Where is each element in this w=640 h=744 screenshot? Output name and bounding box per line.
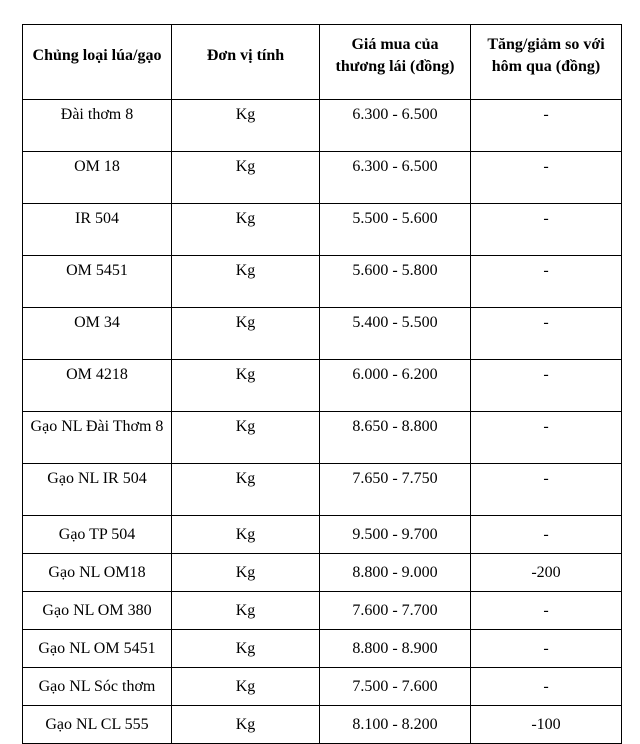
cell-rice-type: Gạo NL Đài Thơm 8	[23, 412, 172, 464]
cell-change: -	[471, 412, 622, 464]
cell-unit: Kg	[172, 516, 320, 554]
cell-unit: Kg	[172, 706, 320, 744]
cell-rice-type: Gạo NL IR 504	[23, 464, 172, 516]
cell-rice-type: OM 4218	[23, 360, 172, 412]
table-row	[23, 554, 622, 592]
cell-trader-price: 7.500 - 7.600	[320, 668, 471, 706]
table-row	[23, 256, 622, 308]
cell-change: -	[471, 630, 622, 668]
cell-unit: Kg	[172, 204, 320, 256]
col-header-change-vs-yesterday: Tăng/giảm so với hôm qua (đồng)	[471, 25, 622, 100]
cell-rice-type: OM 5451	[23, 256, 172, 308]
cell-rice-type: Gạo TP 504	[23, 516, 172, 554]
cell-unit: Kg	[172, 308, 320, 360]
cell-unit: Kg	[172, 464, 320, 516]
cell-trader-price: 8.650 - 8.800	[320, 412, 471, 464]
cell-rice-type: Gạo NL OM 5451	[23, 630, 172, 668]
cell-unit: Kg	[172, 152, 320, 204]
cell-trader-price: 8.800 - 9.000	[320, 554, 471, 592]
cell-change: -100	[471, 706, 622, 744]
cell-unit: Kg	[172, 630, 320, 668]
table-row	[23, 412, 622, 464]
col-header-unit: Đơn vị tính	[172, 25, 320, 100]
table-row	[23, 516, 622, 554]
cell-trader-price: 8.800 - 8.900	[320, 630, 471, 668]
cell-trader-price: 5.400 - 5.500	[320, 308, 471, 360]
cell-rice-type: Gạo NL OM 380	[23, 592, 172, 630]
table-row	[23, 152, 622, 204]
cell-unit: Kg	[172, 360, 320, 412]
cell-change: -	[471, 592, 622, 630]
cell-change: -	[471, 152, 622, 204]
cell-change: -200	[471, 554, 622, 592]
header-row	[23, 25, 622, 100]
col-header-trader-price: Giá mua của thương lái (đồng)	[320, 25, 471, 100]
cell-trader-price: 6.300 - 6.500	[320, 152, 471, 204]
cell-unit: Kg	[172, 592, 320, 630]
cell-trader-price: 9.500 - 9.700	[320, 516, 471, 554]
table-row	[23, 308, 622, 360]
cell-unit: Kg	[172, 668, 320, 706]
cell-trader-price: 6.300 - 6.500	[320, 100, 471, 152]
cell-trader-price: 7.600 - 7.700	[320, 592, 471, 630]
cell-rice-type: Gạo NL OM18	[23, 554, 172, 592]
cell-trader-price: 8.100 - 8.200	[320, 706, 471, 744]
table-row	[23, 630, 622, 668]
cell-change: -	[471, 516, 622, 554]
cell-trader-price: 5.500 - 5.600	[320, 204, 471, 256]
rice-price-table	[22, 24, 622, 744]
col-header-rice-type: Chủng loại lúa/gạo	[23, 25, 172, 100]
table-row	[23, 592, 622, 630]
cell-rice-type: OM 18	[23, 152, 172, 204]
table-row	[23, 464, 622, 516]
cell-change: -	[471, 360, 622, 412]
cell-change: -	[471, 668, 622, 706]
cell-change: -	[471, 256, 622, 308]
cell-unit: Kg	[172, 554, 320, 592]
cell-change: -	[471, 204, 622, 256]
cell-rice-type: Gạo NL Sóc thơm	[23, 668, 172, 706]
table-body	[23, 100, 622, 744]
cell-rice-type: IR 504	[23, 204, 172, 256]
table-row	[23, 360, 622, 412]
cell-unit: Kg	[172, 256, 320, 308]
cell-change: -	[471, 308, 622, 360]
cell-rice-type: Đài thơm 8	[23, 100, 172, 152]
cell-trader-price: 7.650 - 7.750	[320, 464, 471, 516]
cell-change: -	[471, 100, 622, 152]
cell-trader-price: 5.600 - 5.800	[320, 256, 471, 308]
cell-rice-type: Gạo NL CL 555	[23, 706, 172, 744]
cell-unit: Kg	[172, 412, 320, 464]
table-row	[23, 204, 622, 256]
cell-trader-price: 6.000 - 6.200	[320, 360, 471, 412]
cell-rice-type: OM 34	[23, 308, 172, 360]
cell-change: -	[471, 464, 622, 516]
cell-unit: Kg	[172, 100, 320, 152]
table-row	[23, 706, 622, 744]
table-row	[23, 100, 622, 152]
